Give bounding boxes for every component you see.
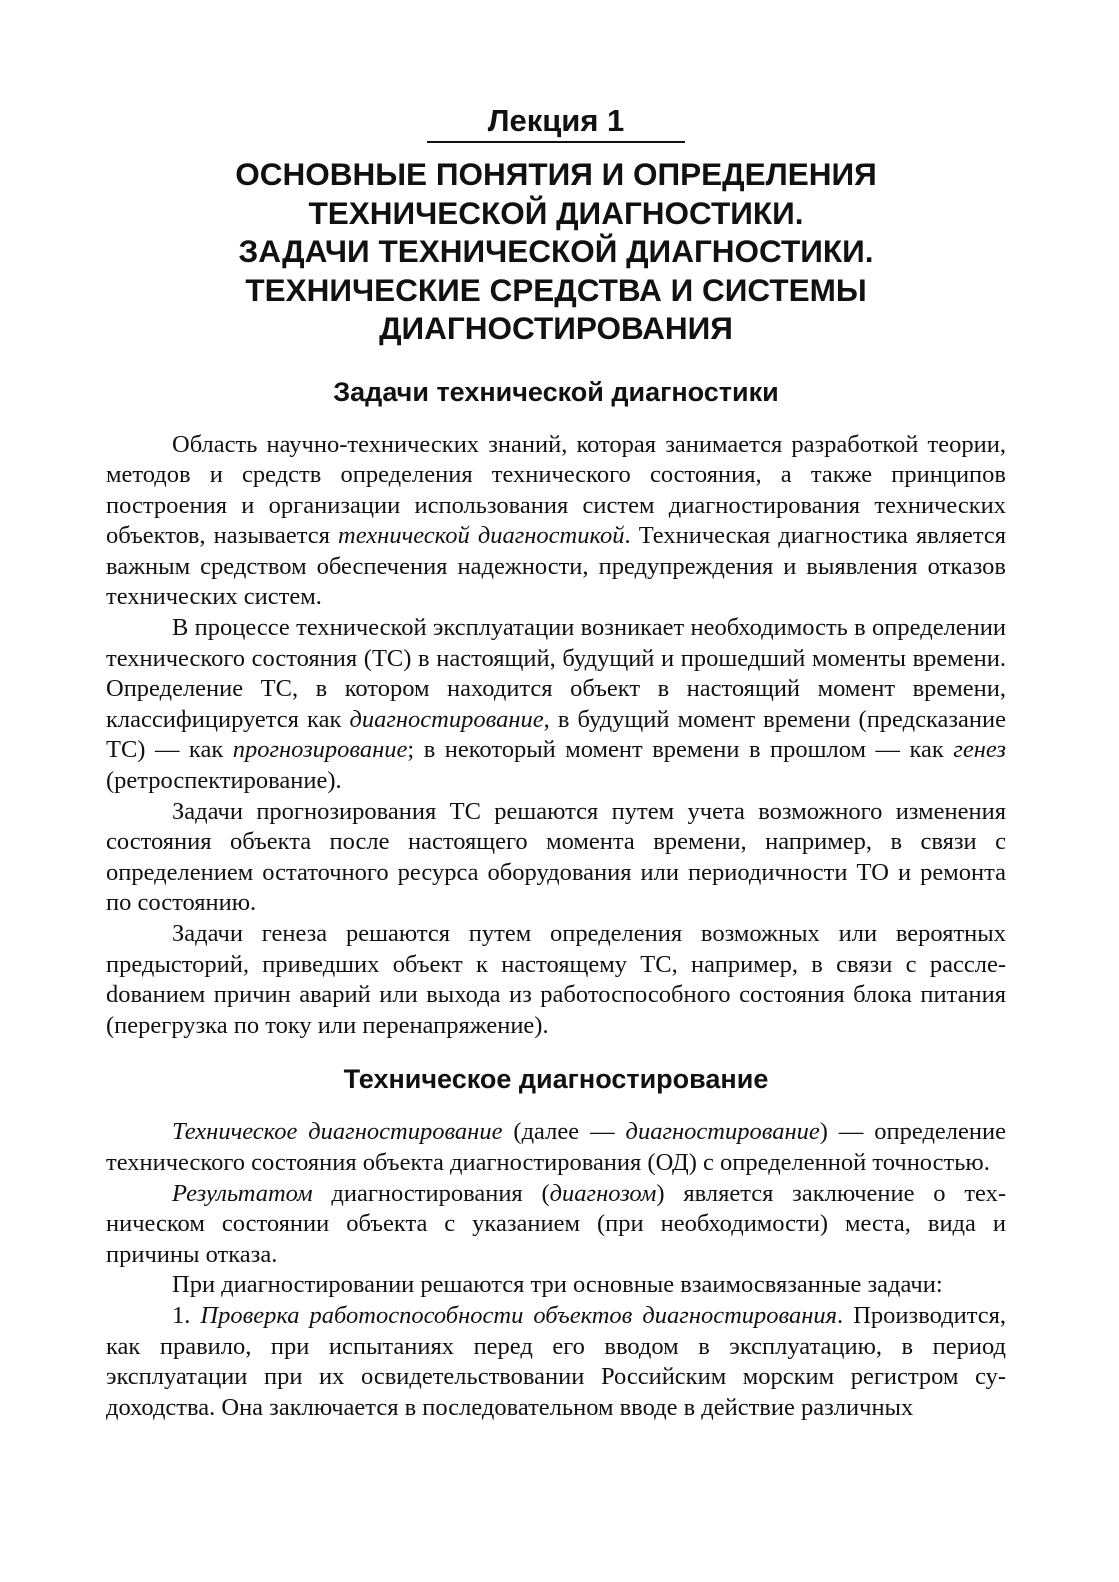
paragraph: Задачи прогнозирования ТС решаются путем учета возможного изменения состояния объекта после настоящего момента времени, например, в связи с определением остаточного ресурса оборудования или периодичности ТО и ремонта по состоянию. [106, 797, 1006, 917]
title-line: ТЕХНИЧЕСКИЕ СРЕДСТВА И СИСТЕМЫ [245, 271, 867, 308]
paragraph: Задачи генеза решаются путем определения возможных или вероятных предысторий, приведших объект к настоящему ТС, например, в связи с расслеdованием причин аварий или выхода из работоспособного состояния блока питания (перегрузка по току или перенапряжение). [106, 920, 1006, 1039]
title-line: ТЕХНИЧЕСКОЙ ДИАГНОСТИКИ. [308, 194, 804, 231]
title-line: ОСНОВНЫЕ ПОНЯТИЯ И ОПРЕДЕЛЕНИЯ [235, 156, 877, 192]
paragraph: Область научно-технических знаний, которая занимается разработкой теории, методов и средств определения технического состояния, а также принципов построения и организации использования систем диагностирования технических объектов, называется технической диагностикой. Техническая диагностика является важным средством обеспечения надежности, предупреждения и выявления отказов технических систем. [106, 430, 1006, 611]
title-line: ЗАДАЧИ ТЕХНИЧЕСКОЙ ДИАГНОСТИКИ. [238, 233, 874, 269]
paragraph: Результатом диагностирования (диагнозом) является заключение о техническом состоянии объекта с указанием (при необходимости) места, вида и причины отказа. [106, 1179, 1007, 1268]
section-heading-diagnostics-tasks: Задачи технической диагностики [333, 376, 779, 407]
page [106, 100, 1006, 1423]
section-heading-technical-diagnosing: Техническое диагностирование [343, 1064, 769, 1095]
paragraph: Техническое диагностирование (далее — диагностирование) — определение технического состояния объекта диагностирования (ОД) с определенной точностью. [106, 1118, 1006, 1176]
paragraph: В процессе технической эксплуатации возникает необходимость в определении технического состояния (ТС) в настоящий, будущий и прошедший моменты времени. Определение ТС, в котором находится объект в настоящий момент времени, классифицируется как диагностирование, в будущий момент времени (предсказание ТС) — как прогнозирование; в некоторый момент времени в прошлом — как генез (ретроспектирование). [106, 614, 1007, 795]
paragraph: При диагностировании решаются три основные взаимосвязанные задачи: [172, 1271, 943, 1299]
title-line: ДИАГНОСТИРОВАНИЯ [379, 310, 733, 346]
lecture-title [106, 155, 1006, 348]
lecture-label: Лекция 1 [106, 100, 1006, 143]
paragraph: 1. Проверка работоспособности объектов диагностирования. Производится, как правило, при испытаниях перед его вводом в эксплуатацию, в период эксплуатации при их освидетельствовании Российским морским регистром судоходства. Она заключается в последовательном вводе в действие различных [106, 1301, 1006, 1421]
